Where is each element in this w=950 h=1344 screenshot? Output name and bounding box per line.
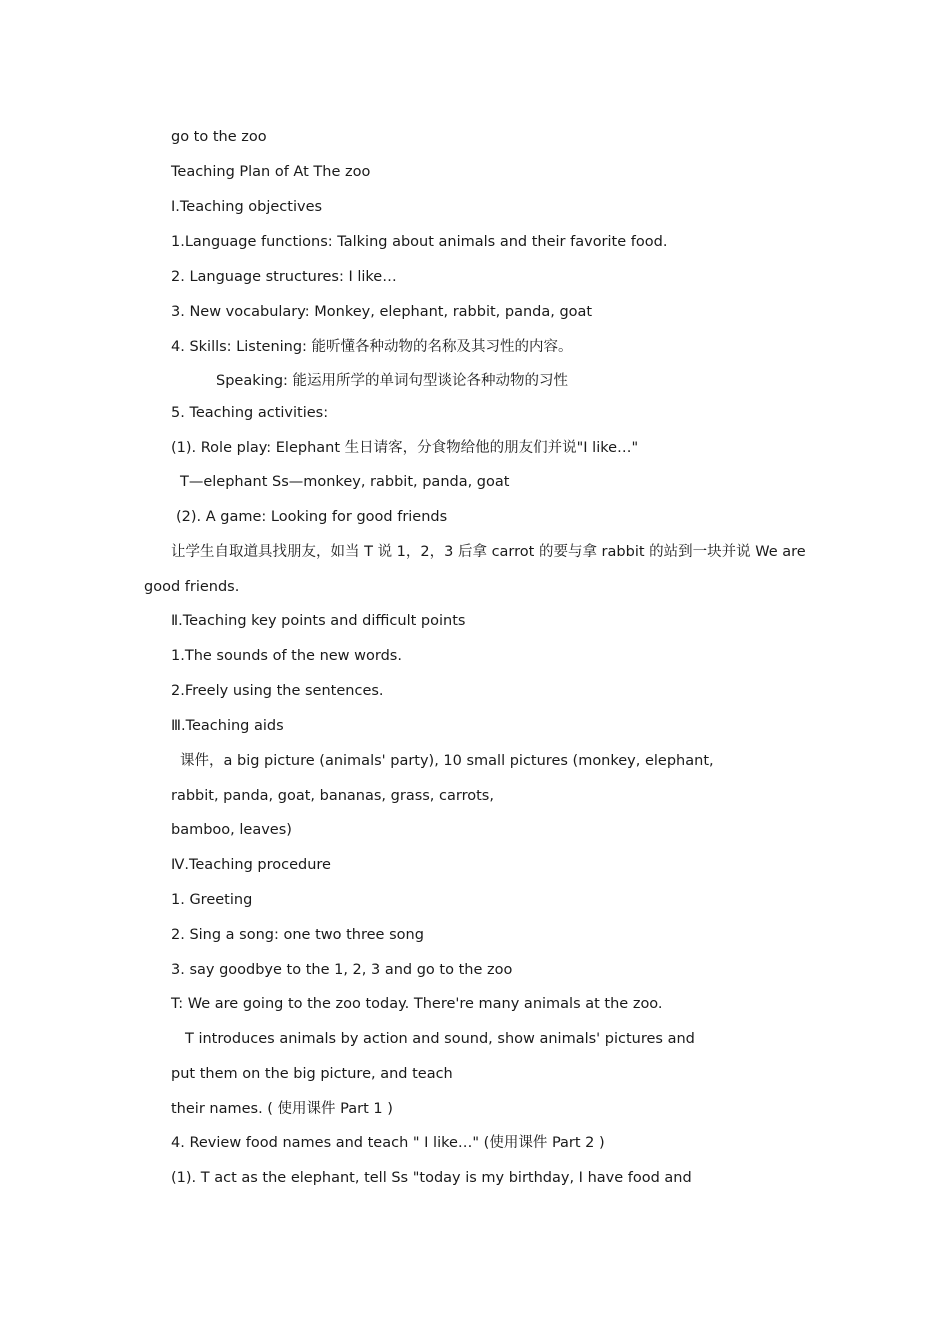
section-heading-procedure: Ⅳ.Teaching procedure [171,857,331,873]
paragraph-line: (2). A game: Looking for good friends [176,509,448,525]
paragraph-line: bamboo, leaves) [171,822,292,838]
paragraph-line: 1.The sounds of the new words. [171,648,402,664]
paragraph-line: (1). T act as the elephant, tell Ss "today is my birthday, I have food and [171,1170,692,1186]
section-heading-aids: Ⅲ.Teaching aids [171,718,284,734]
paragraph-line: good friends. [144,579,240,595]
paragraph-line: T: We are going to the zoo today. There're many animals at the zoo. [171,996,663,1012]
paragraph-line: 4. Skills: Listening: 能听懂各种动物的名称及其习性的内容。 [171,339,573,355]
paragraph-line: 1. Greeting [171,892,253,908]
paragraph-line: T introduces animals by action and sound, show animals' pictures and [185,1031,695,1047]
paragraph-line: 1.Language functions: Talking about animals and their favorite food. [171,234,668,250]
paragraph-line: 2. Language structures: I like… [171,269,397,285]
doc-title: go to the zoo [171,129,267,145]
paragraph-line: 课件，a big picture (animals' party), 10 small pictures (monkey, elephant, [180,753,714,769]
plan-title: Teaching Plan of At The zoo [171,164,371,180]
paragraph-line: 让学生自取道具找朋友，如当 T 说 1，2，3 后拿 carrot 的要与拿 rabbit 的站到一块并说 We are [171,544,806,560]
paragraph-line: Speaking: 能运用所学的单词句型谈论各种动物的习性 [216,373,569,389]
paragraph-line: T—elephant Ss—monkey, rabbit, panda, goat [180,474,510,490]
paragraph-line: 2. Sing a song: one two three song [171,927,424,943]
paragraph-line: their names. ( 使用课件 Part 1 ) [171,1101,393,1117]
section-heading-objectives: Ⅰ.Teaching objectives [171,199,323,215]
paragraph-line: (1). Role play: Elephant 生日请客，分食物给他的朋友们并说"I like…" [171,440,639,456]
paragraph-line: 4. Review food names and teach " I like…" (使用课件 Part 2 ) [171,1135,605,1151]
paragraph-line: 3. say goodbye to the 1, 2, 3 and go to the zoo [171,962,513,978]
paragraph-line: 5. Teaching activities: [171,405,329,421]
paragraph-line: rabbit, panda, goat, bananas, grass, carrots, [171,788,494,804]
section-heading-key-points: Ⅱ.Teaching key points and difficult points [171,613,466,629]
paragraph-line: put them on the big picture, and teach [171,1066,453,1082]
paragraph-line: 2.Freely using the sentences. [171,683,384,699]
paragraph-line: 3. New vocabulary: Monkey, elephant, rabbit, panda, goat [171,304,593,320]
